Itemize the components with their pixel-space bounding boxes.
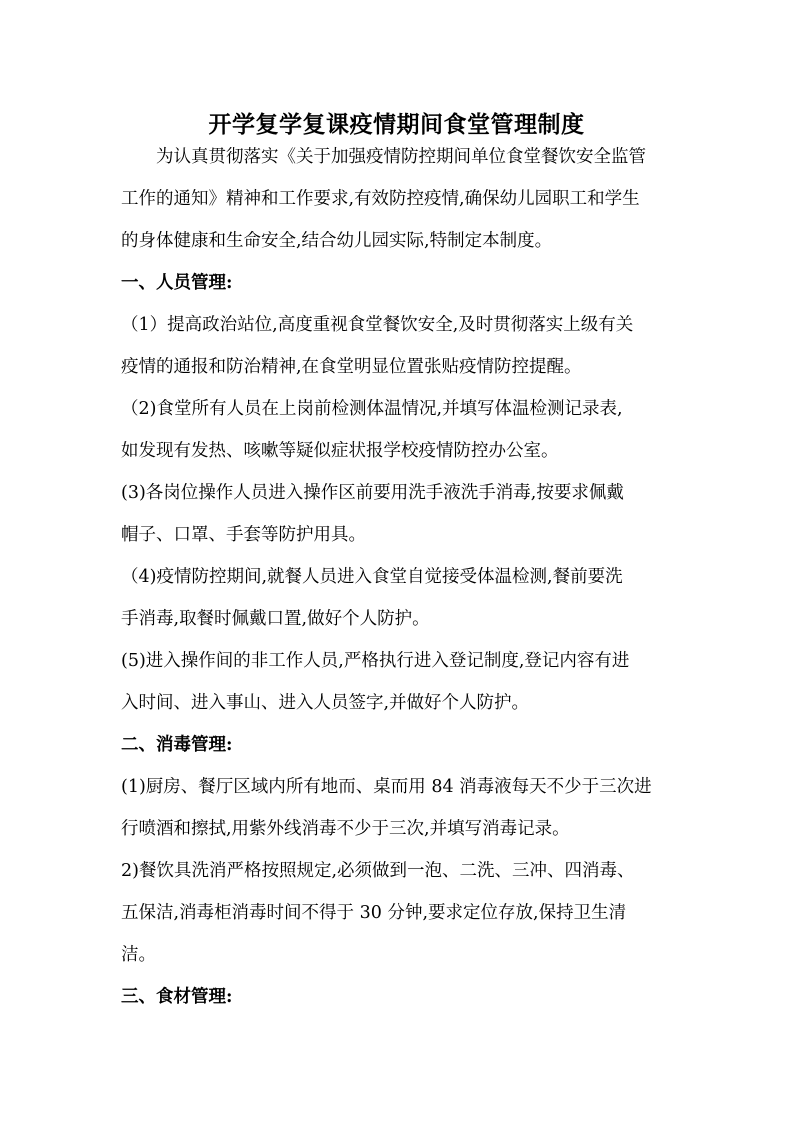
paragraph-line: 行喷酒和擦拭,用紫外线消毒不少于三次,并填写消毒记录。	[121, 819, 570, 839]
section-heading: 二、消毒管理:	[121, 735, 233, 755]
paragraph-line: 洁。	[121, 945, 156, 965]
paragraph-line: 帽子、口罩、手套等防护用具。	[121, 525, 366, 545]
paragraph-line: (5)进入操作间的非工作人员,严格执行进入登记制度,登记内容有进	[121, 651, 630, 671]
paragraph-line: 手消毒,取餐时佩戴口置,做好个人防护。	[121, 609, 430, 629]
paragraph-line: （1）提高政治站位,高度重视食堂餐饮安全,及时贯彻落实上级有关	[121, 315, 634, 335]
paragraph-line: 如发现有发热、咳嗽等疑似症状报学校疫情防控办公室。	[121, 441, 559, 461]
section-heading: 三、食材管理:	[121, 987, 233, 1007]
paragraph-line: 的身体健康和生命安全,结合幼儿园实际,特制定本制度。	[121, 231, 553, 251]
paragraph-line: 为认真贯彻落实《关于加强疫情防控期间单位食堂餐饮安全监管	[156, 147, 646, 167]
paragraph-line: (3)各岗位操作人员进入操作区前要用洗手液洗手消毒,按要求佩戴	[121, 483, 624, 503]
paragraph-line: (1)厨房、餐厅区域内所有地而、桌而用 84 消毒液每天不少于三次进	[121, 777, 652, 797]
paragraph-line: （4)疫情防控期间,就餐人员进入食堂自觉接受体温检测,餐前要洗	[121, 567, 623, 587]
paragraph-line: 入时间、进入事山、进入人员签字,并做好个人防护。	[121, 693, 530, 713]
paragraph-line: 疫情的通报和防治精神,在食堂明显位置张贴疫情防控提醒。	[121, 357, 582, 377]
paragraph-line: （2)食堂所有人员在上岗前检测体温情况,并填写体温检测记录表,	[121, 399, 623, 419]
paragraph-line: 工作的通知》精神和工作要求,有效防控疫情,确保幼儿园职工和学生	[121, 189, 640, 209]
section-heading: 一、人员管理:	[121, 273, 233, 293]
paragraph-line: 2)餐饮具洗消严格按照规定,必须做到一泡、二洗、三冲、四消毒、	[121, 861, 635, 881]
document-title: 开学复学复课疫情期间食堂管理制度	[208, 111, 585, 138]
paragraph-line: 五保洁,消毒柜消毒时间不得于 30 分钟,要求定位存放,保持卫生清	[121, 903, 627, 923]
